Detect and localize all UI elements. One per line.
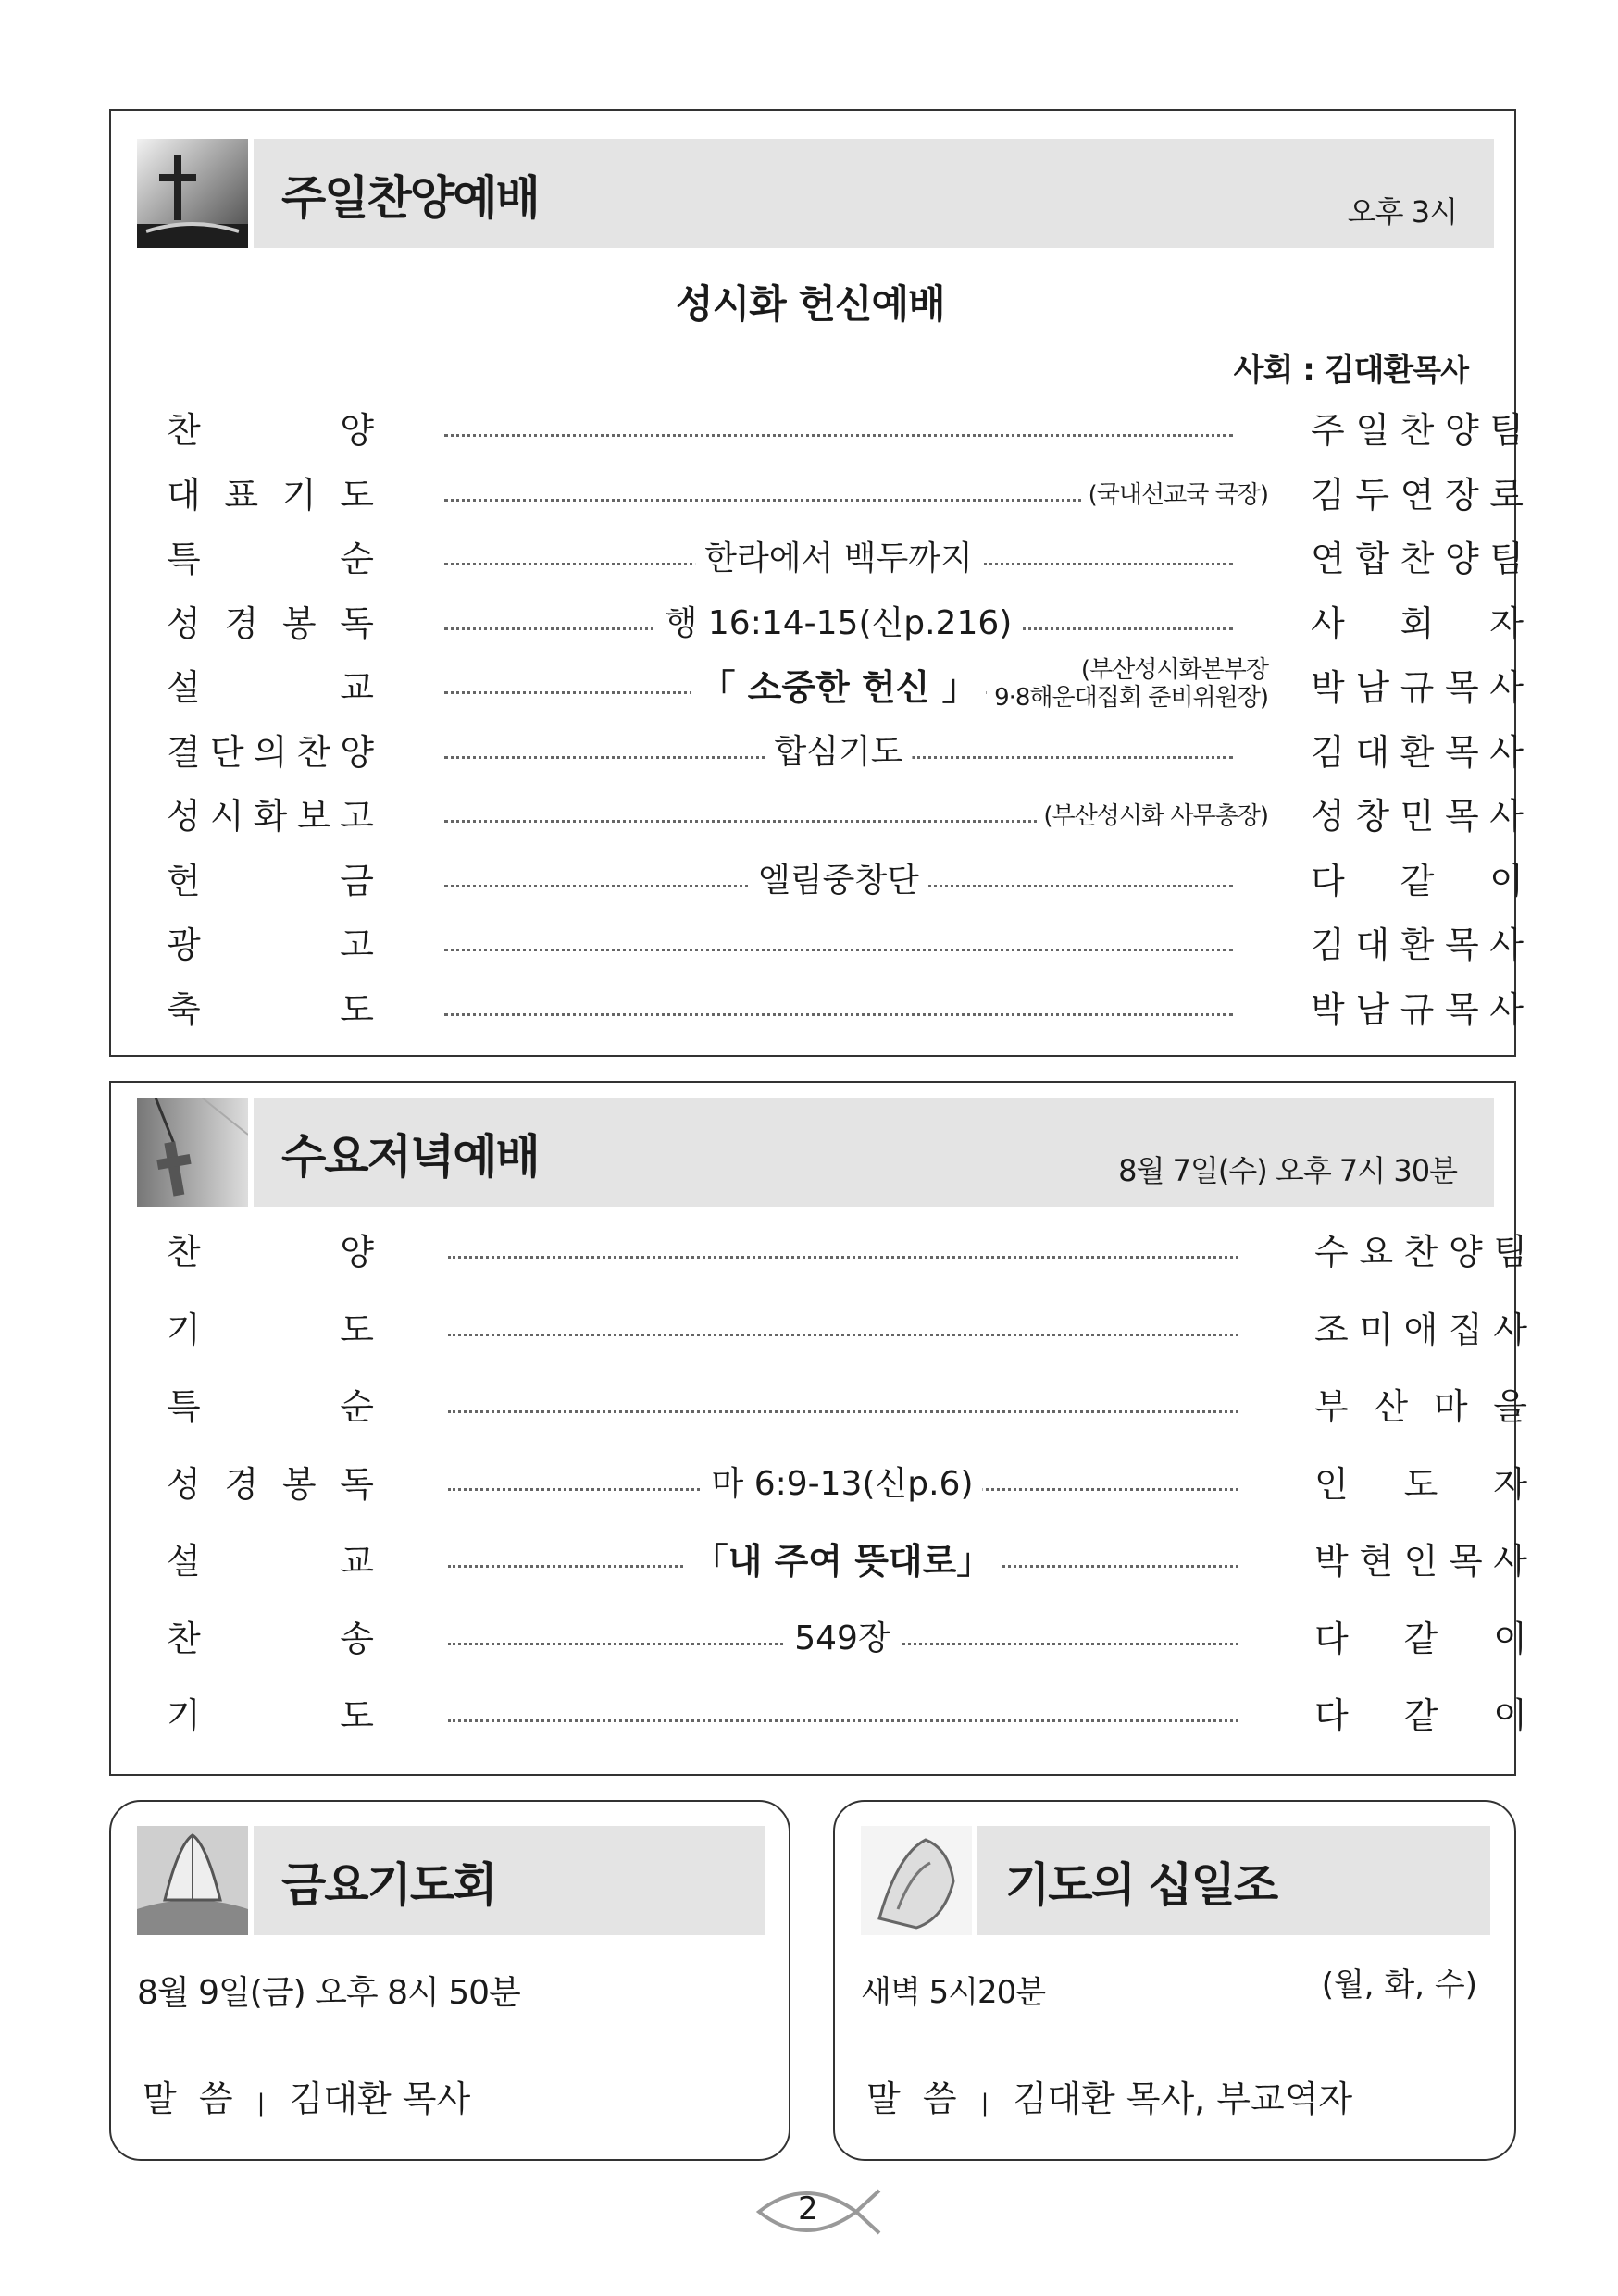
wednesday-row bbox=[167, 1224, 1527, 1280]
person-char: 회 bbox=[1400, 602, 1435, 644]
label-char: 단 bbox=[209, 731, 244, 773]
person-char: 집 bbox=[1448, 1309, 1483, 1350]
wednesday-row-person bbox=[1314, 1302, 1527, 1358]
label-char: 기 bbox=[281, 474, 317, 515]
tithe-header bbox=[977, 1826, 1490, 1935]
person-char: 자 bbox=[1493, 1463, 1527, 1505]
sunday-row-label bbox=[167, 403, 374, 458]
wednesday-service-box bbox=[109, 1081, 1527, 1776]
person-char: 장 bbox=[1444, 474, 1479, 515]
person-char: 두 bbox=[1355, 474, 1390, 515]
person-char: 찬 bbox=[1400, 539, 1435, 579]
sunday-time: 오후 3시 bbox=[1347, 194, 1457, 230]
sunday-row-label bbox=[167, 853, 374, 909]
person-char: 인 bbox=[1314, 1463, 1349, 1505]
label-char: 특 bbox=[167, 1386, 201, 1427]
person-char: 박 bbox=[1311, 667, 1345, 708]
person-char: 요 bbox=[1359, 1232, 1394, 1272]
label-char: 고 bbox=[340, 796, 374, 837]
sunday-row-note: (국내선교국 국장) bbox=[1083, 481, 1268, 509]
cross-candle-image bbox=[137, 139, 248, 248]
sunday-row-person bbox=[1311, 403, 1524, 458]
wednesday-row-detail: 549장 bbox=[785, 1611, 900, 1667]
person-char: 규 bbox=[1400, 667, 1435, 708]
person-char: 일 bbox=[1355, 410, 1390, 451]
sunday-row bbox=[167, 531, 1524, 587]
person-char: 같 bbox=[1403, 1618, 1438, 1659]
person-char: 부 bbox=[1314, 1386, 1349, 1427]
sunday-row-detail: 합심기도 bbox=[765, 725, 912, 780]
separator: | bbox=[980, 2090, 989, 2117]
sunday-row-label bbox=[167, 982, 374, 1037]
label-char: 의 bbox=[253, 731, 288, 773]
label-char: 성 bbox=[167, 602, 201, 644]
tithe-word-label: 말 씀 bbox=[866, 2079, 957, 2119]
label-char: 도 bbox=[340, 1309, 374, 1350]
sunday-row-person bbox=[1311, 725, 1524, 780]
tithe-days: (월, 화, 수) bbox=[1321, 1967, 1477, 2004]
wednesday-title: 수요저녁예배 bbox=[281, 1130, 539, 1184]
wednesday-row bbox=[167, 1379, 1527, 1434]
wednesday-row-detail: 「내 주여 뜻대로」 bbox=[684, 1533, 1002, 1589]
sunday-subtitle: 성시화 헌신예배 bbox=[676, 281, 945, 327]
person-char: 양 bbox=[1444, 539, 1479, 579]
sunday-row-detail: 「 소중한 헌신 」 bbox=[691, 660, 986, 715]
wednesday-row-detail: 마 6:9-13(신p.6) bbox=[702, 1457, 982, 1512]
person-char: 목 bbox=[1444, 796, 1479, 837]
leader-dots bbox=[444, 949, 1233, 951]
label-char: 도 bbox=[340, 988, 374, 1030]
sunday-row-label bbox=[167, 725, 374, 780]
label-char: 경 bbox=[224, 602, 259, 644]
label-char: 찬 bbox=[167, 1232, 201, 1272]
praying-hands-bible-image bbox=[137, 1826, 248, 1935]
person-char: 박 bbox=[1314, 1541, 1349, 1582]
label-char: 송 bbox=[340, 1618, 374, 1659]
person-char: 성 bbox=[1311, 796, 1345, 837]
leader-dots bbox=[448, 1719, 1238, 1722]
sunday-row bbox=[167, 656, 1524, 715]
label-char: 양 bbox=[340, 410, 374, 451]
sunday-row-person bbox=[1311, 788, 1524, 844]
label-char: 찬 bbox=[296, 731, 331, 773]
wednesday-row-label bbox=[167, 1457, 374, 1512]
leader-dots bbox=[444, 1013, 1233, 1016]
sunday-row-note: (부산성시화 사무총장) bbox=[1038, 802, 1268, 830]
sunday-service-box bbox=[109, 109, 1524, 1057]
person-char: 다 bbox=[1311, 860, 1345, 901]
label-char: 기 bbox=[167, 1695, 201, 1736]
person-char: 이 bbox=[1489, 860, 1524, 901]
person-char: 김 bbox=[1311, 925, 1345, 965]
wednesday-row-person bbox=[1314, 1611, 1527, 1667]
person-char: 산 bbox=[1374, 1386, 1409, 1427]
tithe-word-line bbox=[866, 2070, 1352, 2121]
friday-header bbox=[254, 1826, 765, 1935]
person-char: 대 bbox=[1355, 925, 1390, 965]
praying-hands-image bbox=[861, 1826, 972, 1935]
wednesday-row bbox=[167, 1457, 1527, 1512]
leader-dots bbox=[448, 1334, 1238, 1336]
wednesday-time: 8월 7일(수) 오후 7시 30분 bbox=[1118, 1153, 1457, 1188]
wednesday-row bbox=[167, 1611, 1527, 1667]
person-char: 사 bbox=[1489, 731, 1524, 773]
label-char: 광 bbox=[167, 925, 201, 965]
label-char: 기 bbox=[167, 1309, 201, 1350]
prayer-tithe-box bbox=[833, 1800, 1516, 2161]
label-char: 봉 bbox=[281, 602, 317, 644]
person-char: 김 bbox=[1311, 474, 1345, 515]
person-char: 이 bbox=[1493, 1695, 1527, 1736]
label-char: 교 bbox=[340, 667, 374, 708]
wednesday-row-person bbox=[1314, 1224, 1527, 1280]
wednesday-row-person bbox=[1314, 1457, 1527, 1512]
sunday-row bbox=[167, 917, 1524, 973]
person-char: 조 bbox=[1314, 1309, 1349, 1350]
label-char: 결 bbox=[167, 731, 201, 773]
label-char: 화 bbox=[253, 796, 288, 837]
person-char: 다 bbox=[1314, 1695, 1349, 1736]
tithe-time: 새벽 5시20분 bbox=[861, 1974, 1046, 2011]
person-char: 애 bbox=[1403, 1309, 1438, 1350]
label-char: 대 bbox=[167, 474, 201, 515]
label-char: 고 bbox=[340, 925, 374, 965]
person-char: 같 bbox=[1400, 860, 1435, 901]
label-char: 교 bbox=[340, 1541, 374, 1582]
sunday-header bbox=[254, 139, 1494, 248]
sunday-row-label bbox=[167, 788, 374, 844]
wednesday-row-person bbox=[1314, 1533, 1527, 1589]
person-char: 이 bbox=[1493, 1618, 1527, 1659]
sunday-row bbox=[167, 788, 1524, 844]
person-char: 수 bbox=[1314, 1232, 1349, 1272]
wednesday-row-person bbox=[1314, 1379, 1527, 1434]
friday-prayer-box bbox=[109, 1800, 790, 2161]
sunday-row-detail: 한라에서 백두까지 bbox=[695, 531, 982, 587]
label-char: 축 bbox=[167, 988, 201, 1030]
wednesday-row bbox=[167, 1302, 1527, 1358]
label-char: 도 bbox=[340, 1695, 374, 1736]
sunday-row bbox=[167, 853, 1524, 909]
wednesday-row-label bbox=[167, 1688, 374, 1744]
person-char: 마 bbox=[1433, 1386, 1468, 1427]
person-char: 찬 bbox=[1400, 410, 1435, 451]
label-char: 설 bbox=[167, 667, 201, 708]
person-char: 사 bbox=[1489, 925, 1524, 965]
person-char: 자 bbox=[1489, 602, 1524, 644]
label-char: 표 bbox=[224, 474, 259, 515]
label-char: 도 bbox=[340, 474, 374, 515]
person-char: 사 bbox=[1493, 1309, 1527, 1350]
person-char: 규 bbox=[1400, 988, 1435, 1030]
person-char: 창 bbox=[1355, 796, 1390, 837]
label-char: 성 bbox=[167, 1463, 201, 1505]
person-char: 연 bbox=[1311, 539, 1345, 579]
sunday-row-label bbox=[167, 531, 374, 587]
sunday-row bbox=[167, 403, 1524, 458]
sunday-row bbox=[167, 725, 1524, 780]
friday-title: 금요기도회 bbox=[281, 1858, 496, 1912]
sunday-row-person bbox=[1311, 596, 1524, 652]
wednesday-row-label bbox=[167, 1379, 374, 1434]
sunday-title: 주일찬양예배 bbox=[281, 171, 539, 225]
person-char: 팀 bbox=[1489, 539, 1524, 579]
label-char: 순 bbox=[340, 539, 374, 579]
page-number-fish bbox=[750, 2179, 889, 2244]
leader-dots bbox=[448, 1256, 1238, 1259]
person-char: 팀 bbox=[1489, 410, 1524, 451]
sunday-row-person bbox=[1311, 467, 1524, 523]
wednesday-header bbox=[254, 1098, 1494, 1207]
sunday-row-person bbox=[1311, 982, 1524, 1037]
person-char: 대 bbox=[1355, 731, 1390, 773]
separator: | bbox=[256, 2090, 266, 2117]
wednesday-row-label bbox=[167, 1611, 374, 1667]
label-char: 양 bbox=[340, 731, 374, 773]
person-char: 목 bbox=[1448, 1541, 1483, 1582]
person-char: 다 bbox=[1314, 1618, 1349, 1659]
person-char: 남 bbox=[1355, 667, 1390, 708]
wednesday-row-label bbox=[167, 1224, 374, 1280]
wednesday-row bbox=[167, 1533, 1527, 1589]
label-char: 양 bbox=[340, 1232, 374, 1272]
person-char: 미 bbox=[1359, 1309, 1394, 1350]
person-char: 찬 bbox=[1403, 1232, 1438, 1272]
person-char: 사 bbox=[1311, 602, 1345, 644]
sunday-row bbox=[167, 596, 1524, 652]
sunday-row-detail: 행 16:14-15(신p.216) bbox=[656, 596, 1022, 652]
label-char: 특 bbox=[167, 539, 201, 579]
rosary-cross-image bbox=[137, 1098, 248, 1207]
person-char: 양 bbox=[1444, 410, 1479, 451]
leader-dots bbox=[448, 1410, 1238, 1413]
friday-time: 8월 9일(금) 오후 8시 50분 bbox=[137, 1974, 520, 2012]
wednesday-row bbox=[167, 1688, 1527, 1744]
label-char: 시 bbox=[209, 796, 244, 837]
sunday-row bbox=[167, 982, 1524, 1037]
person-char: 같 bbox=[1403, 1695, 1438, 1736]
sunday-row-person bbox=[1311, 853, 1524, 909]
person-char: 팀 bbox=[1493, 1232, 1527, 1272]
friday-word-label: 말 씀 bbox=[143, 2079, 233, 2119]
sunday-row-note: (부산성시화본부장 9·8해운대집회 준비위원장) bbox=[989, 656, 1268, 712]
label-char: 찬 bbox=[167, 1618, 201, 1659]
label-char: 보 bbox=[296, 796, 331, 837]
wednesday-row-label bbox=[167, 1302, 374, 1358]
sunday-row-label bbox=[167, 660, 374, 715]
leader-dots bbox=[444, 434, 1233, 437]
friday-word-line bbox=[143, 2070, 470, 2121]
person-char: 박 bbox=[1311, 988, 1345, 1030]
label-char: 경 bbox=[224, 1463, 259, 1505]
label-char: 독 bbox=[340, 1463, 374, 1505]
friday-preacher: 김대환 목사 bbox=[289, 2079, 471, 2119]
person-char: 환 bbox=[1400, 731, 1435, 773]
host-label: 사회 : 김대환 bbox=[1233, 352, 1413, 389]
person-char: 을 bbox=[1493, 1386, 1527, 1427]
sunday-row-detail: 엘림중창단 bbox=[749, 853, 928, 909]
person-char: 사 bbox=[1489, 667, 1524, 708]
person-char: 합 bbox=[1355, 539, 1390, 579]
label-char: 독 bbox=[340, 602, 374, 644]
person-char: 인 bbox=[1403, 1541, 1438, 1582]
person-char: 사 bbox=[1489, 988, 1524, 1030]
label-char: 헌 bbox=[167, 860, 201, 901]
person-char: 민 bbox=[1400, 796, 1435, 837]
label-char: 찬 bbox=[167, 410, 201, 451]
sunday-row-label bbox=[167, 596, 374, 652]
sunday-row bbox=[167, 467, 1524, 523]
label-char: 금 bbox=[340, 860, 374, 901]
person-char: 목 bbox=[1444, 988, 1479, 1030]
person-char: 환 bbox=[1400, 925, 1435, 965]
person-char: 사 bbox=[1489, 796, 1524, 837]
host-title: 목사 bbox=[1413, 353, 1468, 388]
person-char: 사 bbox=[1493, 1541, 1527, 1582]
tithe-title: 기도의 십일조 bbox=[1005, 1858, 1277, 1912]
tithe-preacher: 김대환 목사, 부교역자 bbox=[1013, 2079, 1353, 2119]
person-char: 남 bbox=[1355, 988, 1390, 1030]
label-char: 설 bbox=[167, 1541, 201, 1582]
person-char: 목 bbox=[1444, 925, 1479, 965]
wednesday-row-label bbox=[167, 1533, 374, 1589]
page-number: 2 bbox=[798, 2191, 818, 2228]
person-char: 양 bbox=[1448, 1232, 1483, 1272]
sunday-row-person bbox=[1311, 531, 1524, 587]
person-char: 도 bbox=[1403, 1463, 1438, 1505]
label-char: 순 bbox=[340, 1386, 374, 1427]
person-char: 주 bbox=[1311, 410, 1345, 451]
label-char: 봉 bbox=[281, 1463, 317, 1505]
person-char: 목 bbox=[1444, 667, 1479, 708]
person-char: 로 bbox=[1489, 474, 1524, 515]
person-char: 연 bbox=[1400, 474, 1435, 515]
sunday-row-person bbox=[1311, 660, 1524, 715]
sunday-row-label bbox=[167, 467, 374, 523]
person-char: 현 bbox=[1359, 1541, 1394, 1582]
wednesday-row-person bbox=[1314, 1688, 1527, 1744]
sunday-row-person bbox=[1311, 917, 1524, 973]
person-char: 김 bbox=[1311, 731, 1345, 773]
host-line bbox=[1234, 344, 1468, 390]
person-char: 목 bbox=[1444, 731, 1479, 773]
label-char: 성 bbox=[167, 796, 201, 837]
sunday-row-label bbox=[167, 917, 374, 973]
